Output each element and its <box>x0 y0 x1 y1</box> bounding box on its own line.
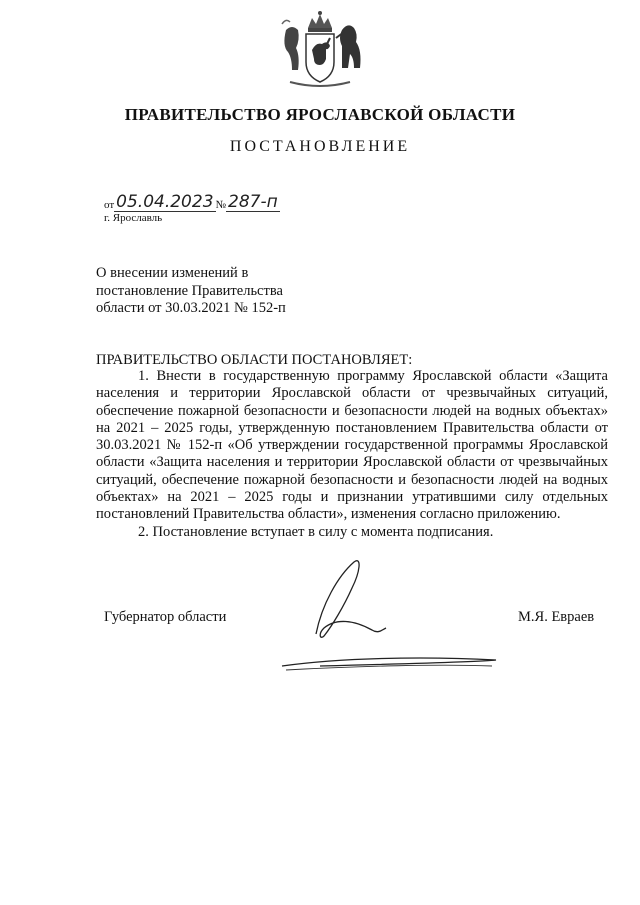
government-title: ПРАВИТЕЛЬСТВО ЯРОСЛАВСКОЙ ОБЛАСТИ <box>124 105 516 124</box>
handwritten-number: 287-п <box>228 192 278 212</box>
decree-item: 1. Внести в государственную программу Ярославской области «Защита населения и территории Ярославской области от чрезвычайных ситуаций, обеспечение пожарной безопасности и безопасности людей на водных объектах» на 2021 – 2025 годы, утвержденную постановлением Правительства области от 30.03.2021 № 152-п «Об утверждении государственной программы Ярославской области «Защита населения и территории Ярославской области от чрезвычайных ситуаций, обеспечение пожарной безопасности и безопасности людей на водных объектах» на 2021 – 2025 годы и признании утратившими силу отдельных постановлений Правительства области», изменения согласно приложению. <box>96 368 608 523</box>
signatory-name: М.Я. Евраев <box>518 609 595 625</box>
date-prefix: от <box>104 199 115 211</box>
number-prefix: № <box>215 199 227 211</box>
document-subject <box>96 265 336 318</box>
registration-line <box>104 193 280 212</box>
decree-heading: ПРАВИТЕЛЬСТВО ОБЛАСТИ ПОСТАНОВЛЯЕТ: <box>96 352 413 368</box>
signatory-title: Губернатор области <box>104 609 227 625</box>
city-label: г. Ярославль <box>104 212 163 224</box>
subject-line: области от 30.03.2021 № 152-п <box>96 300 286 316</box>
decree-item: 2. Постановление вступает в силу с момента подписания. <box>138 523 494 540</box>
handwritten-date: 05.04.2023 <box>116 192 214 212</box>
document-type-title: ПОСТАНОВЛЕНИЕ <box>229 138 411 155</box>
coat-of-arms-emblem <box>272 10 368 90</box>
subject-line: постановление Правительства <box>96 282 283 299</box>
subject-line: О внесении изменений в <box>96 265 249 281</box>
handwritten-signature <box>280 548 500 678</box>
decree-body <box>96 368 608 541</box>
